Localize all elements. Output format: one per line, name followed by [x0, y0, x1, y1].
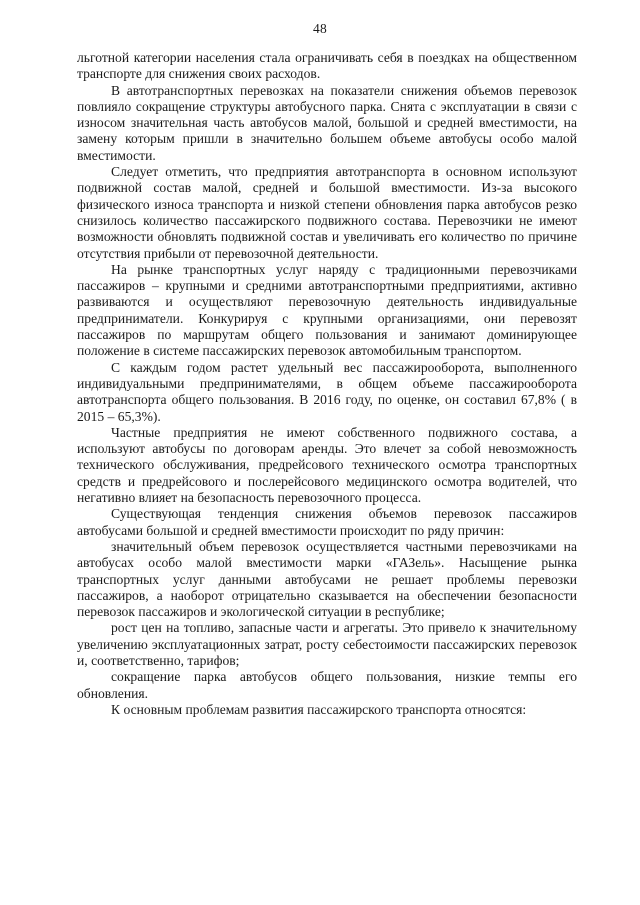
paragraph-continuation: льготной категории населения стала ограничивать себя в поездках на общественном транспорте для снижения своих расходов.: [77, 50, 577, 82]
paragraph-rolling-stock: Следует отметить, что предприятия автотранспорта в основном используют подвижной состав малой, средней и большой вместимости. Из-за высокого физического износа транспорта и низкой степени обновления парка автобусов резко снизилось количество пассажирского подвижного состава. Перевозчики не имеют возможности обновлять подвижной состав и увеличивать его количество по причине отсутствия прибыли от перевозочной деятельности.: [77, 164, 577, 261]
paragraph-decline-trend: Существующая тенденция снижения объемов перевозок пассажиров автобусами большой и средней вместимости происходит по ряду причин:: [77, 506, 577, 538]
list-item-small-buses: значительный объем перевозок осуществляется частными перевозчиками на автобусах особо малой вместимости марки «ГАЗель». Насыщение рынка транспортных услуг данными автобусами не решает проблемы перевозки пассажиров, а наоборот отрицательно сказывается на обеспечении безопасности перевозок пассажиров и экологической ситуации в республике;: [77, 538, 577, 620]
paragraph-private-enterprises: Частные предприятия не имеют собственного подвижного состава, а используют автобусы по договорам аренды. Это влечет за собой невозможность технического обслуживания, предрейсового технического осмотра транспортных средств и предрейсового и послерейсового медицинского осмотра водителей, что негативно влияет на безопасность перевозочного процесса.: [77, 424, 577, 506]
paragraph-bus-fleet-reduction: В автотранспортных перевозках на показатели снижения объемов перевозок повлияло сокращение структуры автобусного парка. Снята с эксплуатации в связи с износом значительная часть автобусов малой, большой и средней вместимости, на замену которым пришли в значительно большем объеме автобусы особо малой вместимости.: [77, 82, 577, 163]
list-item-price-growth: рост цен на топливо, запасные части и агрегаты. Это привело к значительному увеличению эксплуатационных затрат, росту себестоимости пассажирских перевозок и, соответственно, тарифов;: [77, 620, 577, 668]
list-item-fleet-reduction: сокращение парка автобусов общего пользования, низкие темпы его обновления.: [77, 669, 577, 701]
paragraph-main-problems: К основным проблемам развития пассажирского транспорта относятся:: [111, 701, 527, 717]
paragraph-passenger-turnover: С каждым годом растет удельный вес пассажирооборота, выполненного индивидуальными предпринимателями, в общем объеме пассажирооборота автотранспорта общего пользования. В 2016 году, по оценке, он составил 67,8% ( в 2015 – 65,3%).: [77, 359, 577, 424]
paragraph-transport-market: На рынке транспортных услуг наряду с традиционными перевозчиками пассажиров – крупными и средними автотранспортными предприятиями, активно развиваются и осуществляют перевозочную деятельность индивидуальные предприниматели. Конкурируя с крупными организациями, они перевозят пассажиров по маршрутам общего пользования и занимают доминирующее положение в системе пассажирских перевозок автомобильным транспортом.: [77, 261, 577, 359]
document-body: [77, 50, 577, 718]
page-number: 48: [312, 21, 328, 36]
